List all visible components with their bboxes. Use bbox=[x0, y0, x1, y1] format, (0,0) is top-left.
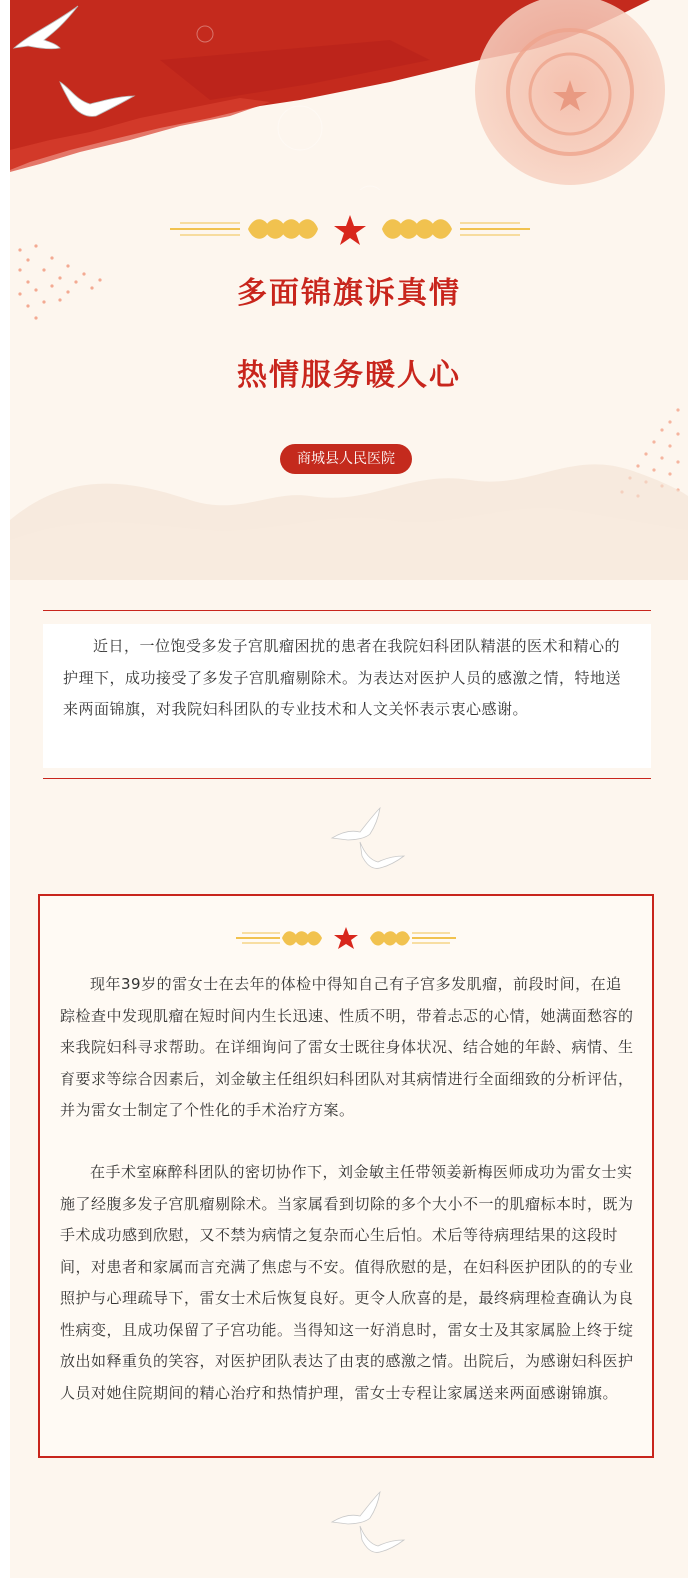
source-badge: 商城县人民医院 bbox=[280, 444, 412, 474]
page-title-line1: 多面锦旗诉真情 bbox=[237, 276, 461, 311]
seagulls-icon bbox=[330, 800, 410, 875]
intro-paragraph: 近日，一位饱受多发子宫肌瘤困扰的患者在我院妇科团队精湛的医术和精心的护理下，成功接受了多发子宫肌瘤剔除术。为表达对医护人员的感激之情，特地送来两面锦旗，对我院妇科团队的专业技术和人文关怀表示衷心感谢。 bbox=[63, 637, 622, 718]
story-box bbox=[38, 894, 654, 1458]
story-paragraph-1: 现年39岁的雷女士在去年的体检中得知自己有子宫多发肌瘤，前段时间，在追踪检查中发现肌瘤在短时间内生长迅速、性质不明，带着忐忑的心情，她满面愁容的来我院妇科寻求帮助。在详细询问了雷女士既往身体状况、结合她的年龄、病情、生育要求等综合因素后，刘金敏主任组织妇科团队对其病情进行全面细致的分析评估，并为雷女士制定了个性化的手术治疗方案。 bbox=[60, 975, 634, 1119]
page-title-line2: 热情服务暖人心 bbox=[237, 358, 461, 393]
intro-box bbox=[43, 624, 651, 768]
header-banner bbox=[10, 0, 688, 190]
seagulls-bottom-icon bbox=[330, 1484, 410, 1559]
title-ornament bbox=[170, 205, 530, 255]
star-icon bbox=[334, 927, 358, 949]
emblem-icon bbox=[475, 0, 665, 185]
divider-top bbox=[43, 610, 651, 611]
divider-bottom bbox=[43, 778, 651, 779]
story-paragraph-2: 在手术室麻醉科团队的密切协作下，刘金敏主任带领姜新梅医师成功为雷女士实施了经腹多发子宫肌瘤剔除术。当家属看到切除的多个大小不一的肌瘤标本时，既为手术成功感到欣慰，又不禁为病情之复杂而心生后怕。术后等待病理结果的这段时间，对患者和家属而言充满了焦虑与不安。值得欣慰的是，在妇科医护团队的的专业照护与心理疏导下，雷女士术后恢复良好。更令人欣喜的是，最终病理检查确认为良性病变，且成功保留了子宫功能。当得知这一好消息时，雷女士及其家属脸上终于绽放出如释重负的笑容，对医护团队表达了由衷的感激之情。出院后，为感谢妇科医护人员对她住院期间的精心治疗和热情护理，雷女士专程让家属送来两面感谢锦旗。 bbox=[60, 1163, 634, 1402]
section-ornament bbox=[236, 918, 456, 958]
article-page bbox=[10, 0, 688, 1578]
star-icon bbox=[334, 215, 366, 245]
